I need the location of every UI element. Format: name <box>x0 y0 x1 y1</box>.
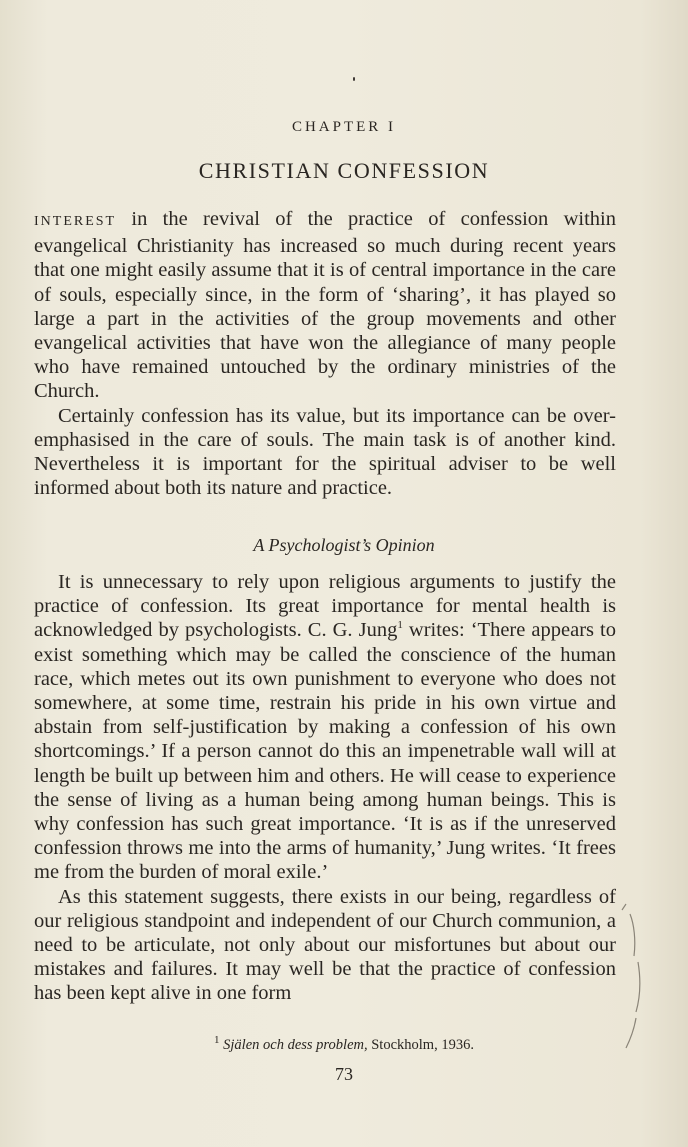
intro-paragraph-1-text: in the revival of the practice of confession within evangelical Christianity has increased so much during recent years that one might easily assume that it is of central importance in the care of souls, especially since, in the form of ‘sharing’, it has played so large a part in the activities of the group movements and other evangelical activities that have won the allegiance of many people who have remained untouched by the ordinary ministries of the Church. <box>34 208 616 403</box>
chapter-title: CHRISTIAN CONFESSION <box>198 158 490 183</box>
section-paragraph-1-text-b: writes: ‘There appears to exist something which may be called the conscience of the human race, which metes out its own punishment to everyone who does not somewhere, at some time, restrain his pride in his own virtue and abstain from self-justification by making a confession of his own shortcomings.’ If a person cannot do this an impenetrable wall will at length be built up between him and others. He will cease to experience the sense of living as a human being among human beings. This is why confession has such great importance. ‘It is as if the unreserved confession throws me into the arms of humanity,’ Jung writes. ‘It frees me from the burden of moral exile.’ <box>34 619 616 884</box>
page-number: 73 <box>335 1064 353 1084</box>
pencil-margin-mark <box>614 900 648 1050</box>
paper-speck <box>353 77 355 81</box>
section-paragraph-1-text-a: It is unnecessary to rely upon religious arguments to justify the practice of confession. Its great importance for mental health is acknowledged by psychologists. C. G. Jung <box>34 571 616 642</box>
psychologist-section <box>34 570 616 1006</box>
footnote-number: 1 <box>214 1034 220 1047</box>
section-heading: A Psychologist’s Opinion <box>253 535 435 555</box>
section-paragraph-2: As this statement suggests, there exists in our being, regardless of our religious standpoint and independent of our Church communion, a need to be articulate, not only about our misfortunes but about our mistakes and failures. It may well be that the practice of confession has been kept alive in one form <box>34 885 616 1005</box>
intro-section <box>34 207 616 500</box>
intro-paragraph-2: Certainly confession has its value, but its importance can be over-emphasised in the care of souls. The main task is of another kind. Nevertheless it is important for the spiritual adviser to be well informed about both its nature and practice. <box>34 404 616 500</box>
footnote-title: Själen och dess problem, <box>223 1037 368 1053</box>
section-paragraph-1 <box>34 570 616 885</box>
lead-word: INTEREST <box>34 214 117 229</box>
chapter-label: CHAPTER I <box>291 119 397 135</box>
footnote-reference: 1 <box>397 619 403 632</box>
footnote <box>0 1034 688 1054</box>
intro-paragraph-1 <box>34 207 616 404</box>
footnote-text: Stockholm, 1936. <box>367 1037 474 1053</box>
